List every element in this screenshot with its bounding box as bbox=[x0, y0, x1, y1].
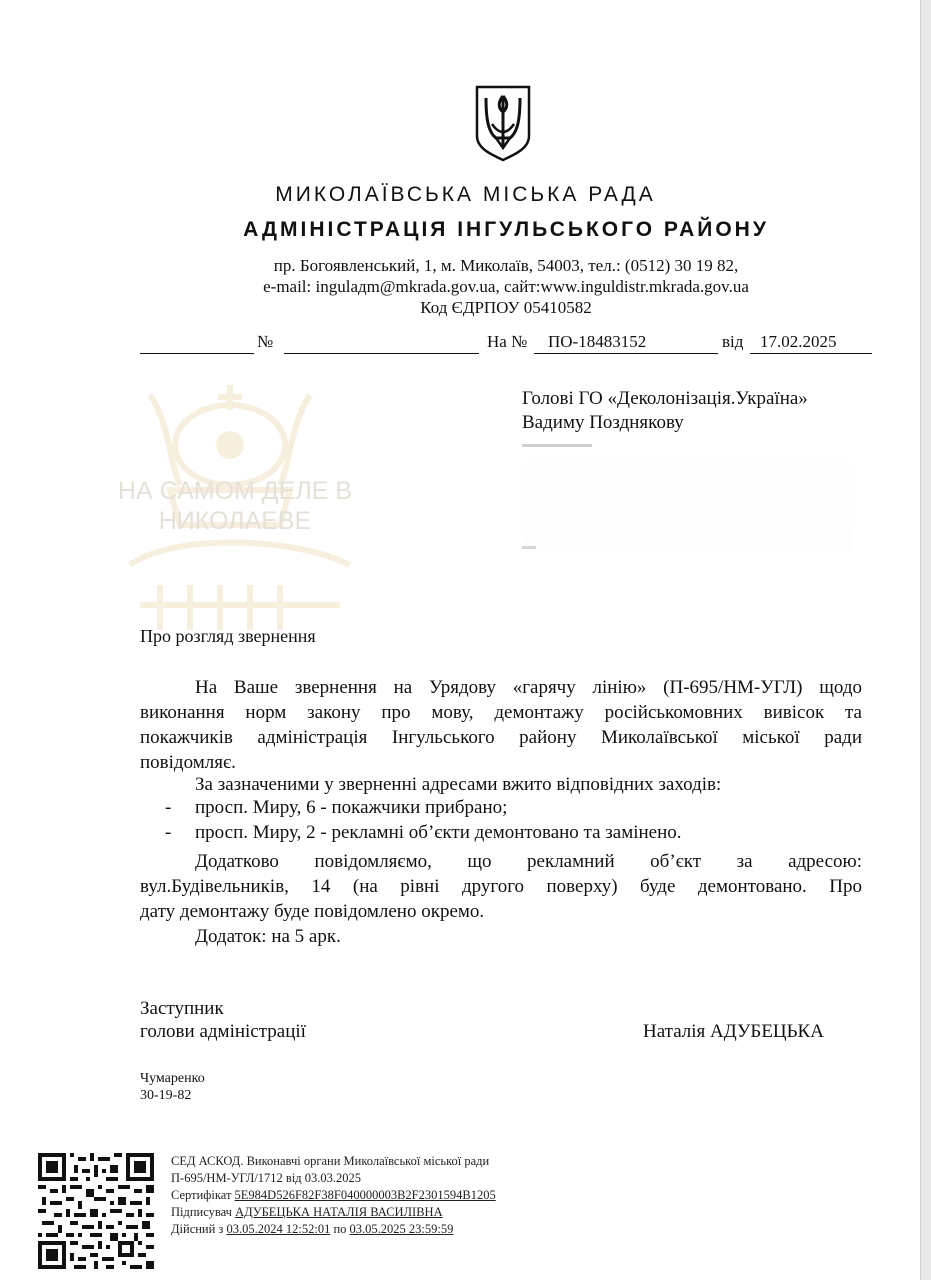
certificate-id: 5E984D526F82F38F040000003B2F2301594B1205 bbox=[234, 1188, 496, 1202]
trident-coat-of-arms-icon bbox=[474, 84, 532, 162]
footer-system-line: СЕД АСКОД. Виконавчі органи Миколаївської міської ради bbox=[171, 1154, 490, 1168]
body-paragraph-3-line-2: вул.Будівельників, 14 (на рівні другого поверху) буде демонтовано. Про bbox=[140, 876, 862, 897]
footer-validity-line bbox=[171, 1221, 453, 1238]
executor-name: Чумаренко bbox=[140, 1071, 205, 1086]
valid-to-date: 03.05.2025 23:59:59 bbox=[349, 1222, 454, 1236]
executor-phone: 30-19-82 bbox=[140, 1088, 192, 1103]
body-paragraph-3-line-1: Додатково повідомляємо, що рекламний об’єкт за адресою: bbox=[195, 851, 862, 872]
body-paragraph-3-line-3: дату демонтажу буде повідомлено окремо. bbox=[140, 901, 485, 922]
date-label: від bbox=[722, 332, 744, 351]
signer-title-line-1: Заступник bbox=[140, 998, 224, 1019]
body-paragraph-1-line-3: покажчиків адміністрація Інгульського району Миколаївської міської ради bbox=[140, 727, 862, 748]
signer-name: Наталія АДУБЕЦЬКА bbox=[643, 1021, 824, 1042]
reply-to-label: На № bbox=[487, 332, 528, 351]
subject: Про розгляд звернення bbox=[140, 626, 316, 646]
footer-signer-line bbox=[171, 1204, 443, 1221]
footer-certificate-line bbox=[171, 1187, 496, 1204]
valid-from-label: Дійсний з bbox=[171, 1222, 224, 1236]
watermark-line-2: НИКОЛАЕВЕ bbox=[158, 507, 312, 535]
footer-registration-line: П-695/НМ-УГЛ/1712 від 03.03.2025 bbox=[171, 1171, 362, 1185]
administration-name: АДМІНІСТРАЦІЯ ІНГУЛЬСЬКОГО РАЙОНУ bbox=[243, 218, 769, 241]
council-name: МИКОЛАЇВСЬКА МІСЬКА РАДА bbox=[275, 183, 656, 206]
redacted-address-area bbox=[522, 440, 852, 550]
signer-label: Підписувач bbox=[171, 1205, 232, 1219]
bullet-item-2: просп. Миру, 2 - рекламні об’єкти демонтовано та замінено. bbox=[195, 822, 682, 843]
bullet-mark-2: - bbox=[165, 822, 172, 843]
valid-from-date: 03.05.2024 12:52:01 bbox=[226, 1222, 331, 1236]
number-sign: № bbox=[257, 332, 274, 351]
recipient-line-1: Голові ГО «Деколонізація.Україна» bbox=[522, 388, 808, 409]
signer-title-line-2: голови адміністрації bbox=[140, 1021, 306, 1042]
signer-full-name: АДУБЕЦЬКА НАТАЛІЯ ВАСИЛІВНА bbox=[235, 1205, 443, 1219]
edrpou-code: Код ЄДРПОУ 05410582 bbox=[420, 298, 592, 317]
bullet-item-1: просп. Миру, 6 - покажчики прибрано; bbox=[195, 797, 508, 818]
address-line-2: e-mail: ingulадm@mkrada.gov.ua, сайт:www.inguldistr.mkrada.gov.ua bbox=[263, 277, 749, 296]
recipient-line-2: Вадиму Позднякову bbox=[522, 412, 684, 433]
qr-code-icon[interactable] bbox=[38, 1153, 154, 1269]
outgoing-date-blank bbox=[284, 332, 479, 354]
watermark-text bbox=[100, 476, 370, 536]
body-paragraph-1-line-1: На Ваше звернення на Урядову «гарячу лінію» (П-695/НМ-УГЛ) щодо bbox=[195, 677, 862, 698]
reply-date: 17.02.2025 bbox=[760, 332, 837, 351]
certificate-label: Сертифікат bbox=[171, 1188, 232, 1202]
body-paragraph-1-line-2: виконання норм закону про мову, демонтажу російськомовних вивісок та bbox=[140, 702, 862, 723]
body-paragraph-1-line-4: повідомляє. bbox=[140, 752, 236, 773]
valid-to-label: по bbox=[333, 1222, 347, 1236]
attachment-note: Додаток: на 5 арк. bbox=[195, 926, 341, 947]
address-line-1: пр. Богоявленський, 1, м. Миколаїв, 54003, тел.: (0512) 30 19 82, bbox=[273, 256, 739, 275]
outgoing-number-blank bbox=[140, 332, 254, 354]
watermark-line-1: НА САМОМ ДЕЛЕ В bbox=[117, 477, 353, 505]
bullet-mark-1: - bbox=[165, 797, 172, 818]
body-paragraph-2: За зазначеними у зверненні адресами вжито відповідних заходів: bbox=[195, 774, 722, 795]
reply-to-number: ПО-18483152 bbox=[548, 332, 647, 351]
